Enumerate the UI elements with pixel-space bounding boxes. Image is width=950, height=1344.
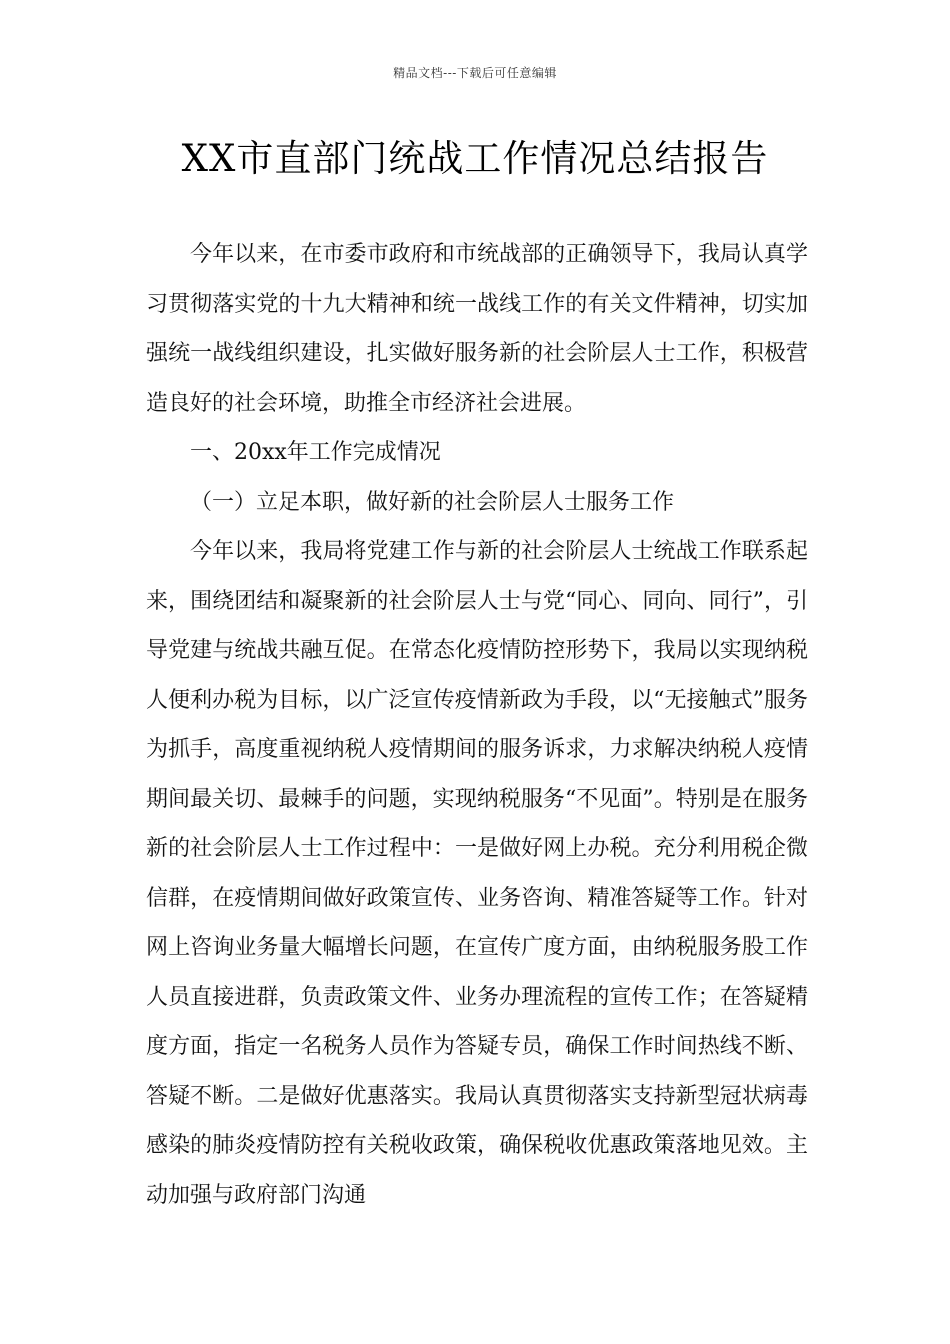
- subsection-heading: （一）立足本职，做好新的社会阶层人士服务工作: [190, 489, 675, 515]
- intro-paragraph: 今年以来，在市委市政府和市统战部的正确领导下，我局认真学习贯彻落实党的十九大精神和统一战线工作的有关文件精神，切实加强统一战线组织建设，扎实做好服务新的社会阶层人士工作，积极营造良好的社会环境，助推全市经济社会进展。: [146, 242, 808, 416]
- body-paragraph: 今年以来，我局将党建工作与新的社会阶层人士统战工作联系起来，围绕团结和凝聚新的社会阶层人士与党“同心、同向、同行”，引导党建与统战共融互促。在常态化疫情防控形势下，我局以实现纳税人便利办税为目标，以广泛宣传疫情新政为手段，以“无接触式”服务为抓手，高度重视纳税人疫情期间的服务诉求，力求解决纳税人疫情期间最关切、最棘手的问题，实现纳税服务“不见面”。特别是在服务新的社会阶层人士工作过程中：一是做好网上办税。充分利用税企微信群，在疫情期间做好政策宣传、业务咨询、精准答疑等工作。针对网上咨询业务量大幅增长问题，在宣传广度方面，由纳税服务股工作人员直接进群，负责政策文件、业务办理流程的宣传工作；在答疑精度方面，指定一名税务人员作为答疑专员，确保工作时间热线不断、答疑不断。二是做好优惠落实。我局认真贯彻落实支持新型冠状病毒感染的肺炎疫情防控有关税收政策，确保税收优惠政策落地见效。主动加强与政府部门沟通: [146, 539, 808, 1208]
- section-heading: 一、20xx年工作完成情况: [190, 440, 441, 465]
- page-header: 精品文档---下载后可任意编辑: [393, 66, 557, 80]
- document-body: [146, 230, 808, 1220]
- document-title: XX市直部门统战工作情况总结报告: [181, 137, 769, 180]
